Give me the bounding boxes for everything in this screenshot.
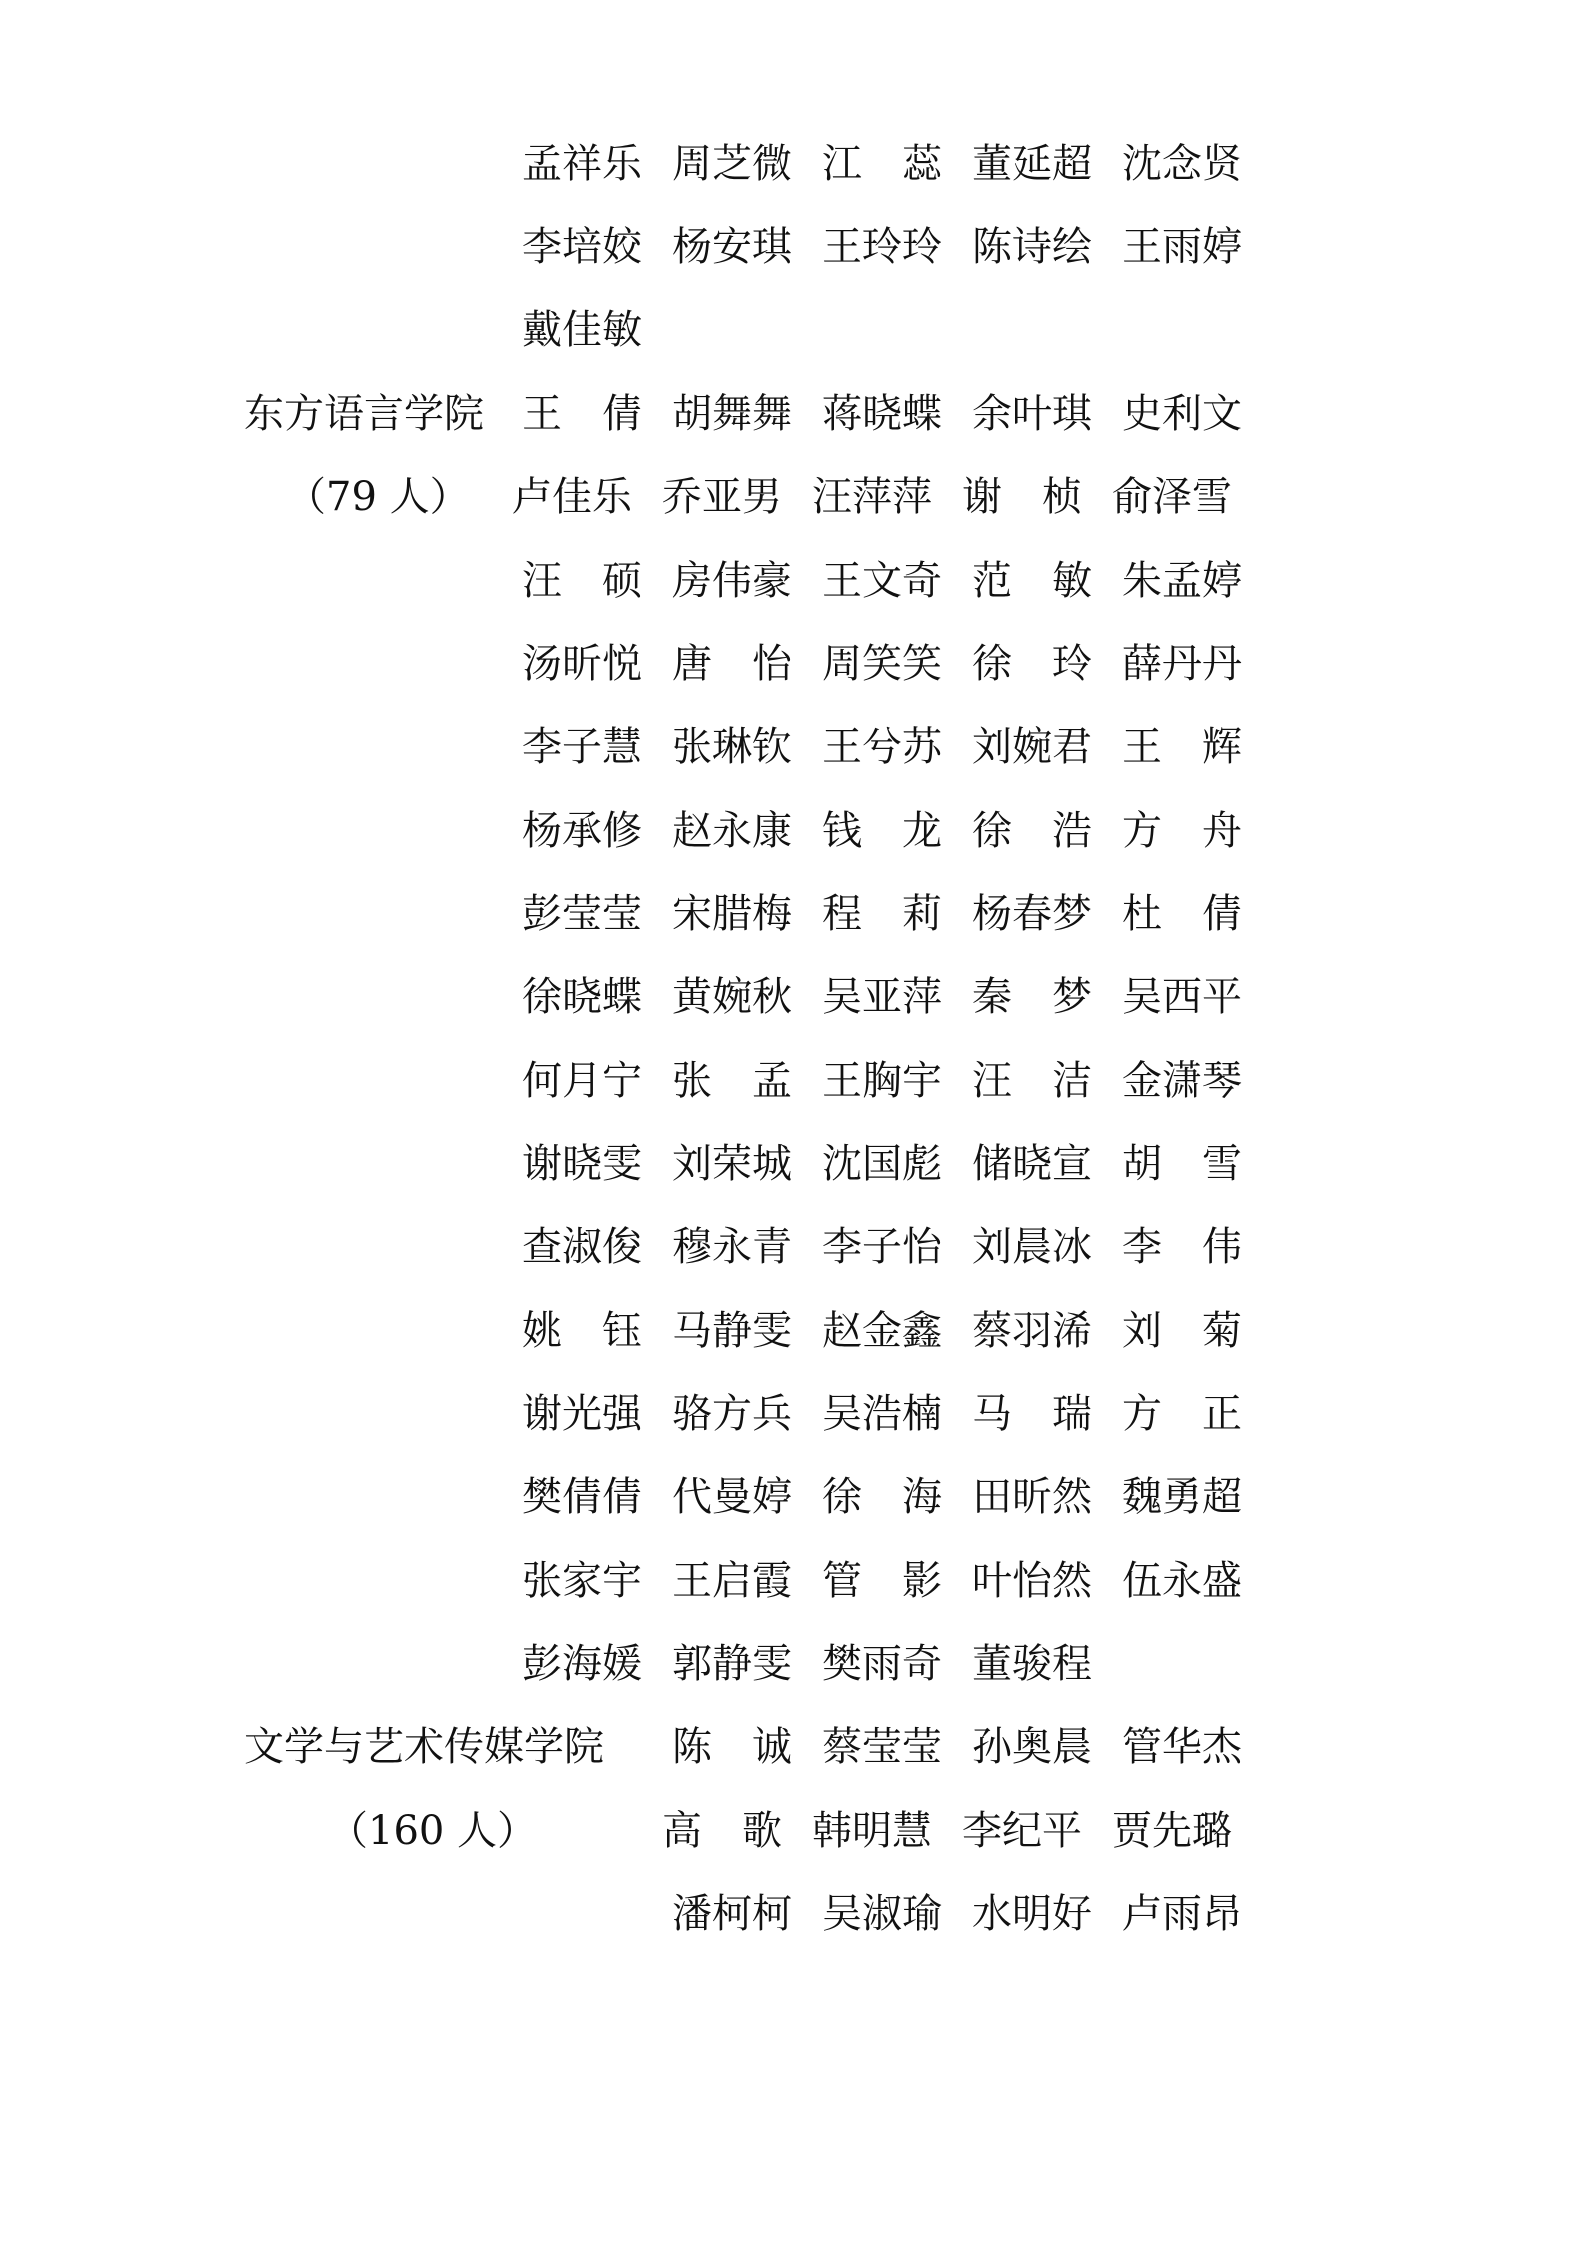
student-name: 代曼婷 — [672, 1474, 792, 1520]
student-name: 查淑俊 — [522, 1224, 642, 1270]
student-name: 戴佳敏 — [522, 307, 642, 353]
student-name: 陈诗绘 — [972, 224, 1092, 270]
student-name: 余叶琪 — [972, 391, 1092, 437]
student-name: 刘荣城 — [672, 1141, 792, 1187]
student-name: 李子怡 — [822, 1224, 942, 1270]
student-name: 高 歌 — [662, 1808, 782, 1854]
student-name: 杨安琪 — [672, 224, 792, 270]
student-name: 薛丹丹 — [1122, 641, 1242, 687]
college-name: 文学与艺术传媒学院 — [244, 1724, 604, 1770]
student-name: 魏勇超 — [1122, 1474, 1242, 1520]
student-name: 杨春梦 — [972, 891, 1092, 937]
student-name: 胡 雪 — [1122, 1141, 1242, 1187]
student-name: 储晓宣 — [972, 1141, 1092, 1187]
student-name: 王 辉 — [1122, 724, 1242, 770]
student-name: 秦 梦 — [972, 974, 1092, 1020]
student-name: 张琳钦 — [672, 724, 792, 770]
student-name: 吴淑瑜 — [822, 1891, 942, 1937]
student-name: 沈国彪 — [822, 1141, 942, 1187]
student-name: 俞泽雪 — [1112, 474, 1232, 520]
student-name: 李子慧 — [522, 724, 642, 770]
student-name: 王兮苏 — [822, 724, 942, 770]
student-name: 贾先璐 — [1112, 1808, 1232, 1854]
student-name: 徐晓蝶 — [522, 974, 642, 1020]
student-name: 王雨婷 — [1122, 224, 1242, 270]
student-name: 程 莉 — [822, 891, 942, 937]
student-name: 孟祥乐 — [522, 141, 642, 187]
student-name: 王启霞 — [672, 1558, 792, 1604]
student-name: 周芝微 — [672, 141, 792, 187]
student-name: 刘晨冰 — [972, 1224, 1092, 1270]
student-name: 叶怡然 — [972, 1558, 1092, 1604]
student-name: 樊雨奇 — [822, 1641, 942, 1687]
student-name: 房伟豪 — [672, 558, 792, 604]
student-name: 杨承修 — [522, 808, 642, 854]
student-name: 沈念贤 — [1122, 141, 1242, 187]
student-name: 张家宇 — [522, 1558, 642, 1604]
student-name: 谢光强 — [522, 1391, 642, 1437]
student-name: 徐 海 — [822, 1474, 942, 1520]
student-name: 李培姣 — [522, 224, 642, 270]
student-name: 董骏程 — [972, 1641, 1092, 1687]
student-name: 韩明慧 — [812, 1808, 932, 1854]
student-name: 周笑笑 — [822, 641, 942, 687]
student-name: 马静雯 — [672, 1308, 792, 1354]
student-name: 刘婉君 — [972, 724, 1092, 770]
student-name: 胡舞舞 — [672, 391, 792, 437]
student-name: 史利文 — [1122, 391, 1242, 437]
student-name: 马 瑞 — [972, 1391, 1092, 1437]
student-name: 管 影 — [822, 1558, 942, 1604]
student-name: 范 敏 — [972, 558, 1092, 604]
student-name: 方 正 — [1122, 1391, 1242, 1437]
student-name: 孙奥晨 — [972, 1724, 1092, 1770]
student-name: 姚 钰 — [522, 1308, 642, 1354]
student-name: 金潇琴 — [1122, 1058, 1242, 1104]
student-name: 谢晓雯 — [522, 1141, 642, 1187]
student-name: 蔡莹莹 — [822, 1724, 942, 1770]
student-name: 宋腊梅 — [672, 891, 792, 937]
student-name: 李纪平 — [962, 1808, 1082, 1854]
student-name: 卢雨昂 — [1122, 1891, 1242, 1937]
student-name: 王胸宇 — [822, 1058, 942, 1104]
student-name: 穆永青 — [672, 1224, 792, 1270]
student-name: 水明好 — [972, 1891, 1092, 1937]
student-name: 陈 诚 — [672, 1724, 792, 1770]
student-name: 赵永康 — [672, 808, 792, 854]
student-name: 汤昕悦 — [522, 641, 642, 687]
student-name: 彭海媛 — [522, 1641, 642, 1687]
student-name: 谢 桢 — [962, 474, 1082, 520]
student-name: 刘 菊 — [1122, 1308, 1242, 1354]
student-name: 赵金鑫 — [822, 1308, 942, 1354]
student-name: 杜 倩 — [1122, 891, 1242, 937]
college-count: （160 人） — [328, 1808, 538, 1854]
student-name: 黄婉秋 — [672, 974, 792, 1020]
student-name: 张 孟 — [672, 1058, 792, 1104]
student-name: 蔡羽浠 — [972, 1308, 1092, 1354]
student-name: 汪 硕 — [522, 558, 642, 604]
student-name: 潘柯柯 — [672, 1891, 792, 1937]
student-name: 田昕然 — [972, 1474, 1092, 1520]
student-name: 董延超 — [972, 141, 1092, 187]
student-name: 管华杰 — [1122, 1724, 1242, 1770]
student-name: 方 舟 — [1122, 808, 1242, 854]
student-name: 唐 怡 — [672, 641, 792, 687]
student-name: 何月宁 — [522, 1058, 642, 1104]
student-name: 乔亚男 — [662, 474, 782, 520]
student-name: 汪 洁 — [972, 1058, 1092, 1104]
student-name: 蒋晓蝶 — [822, 391, 942, 437]
student-name: 伍永盛 — [1122, 1558, 1242, 1604]
student-name: 郭静雯 — [672, 1641, 792, 1687]
student-name: 李 伟 — [1122, 1224, 1242, 1270]
student-name: 江 蕊 — [822, 141, 942, 187]
student-name: 朱孟婷 — [1122, 558, 1242, 604]
student-name: 樊倩倩 — [522, 1474, 642, 1520]
student-name: 徐 玲 — [972, 641, 1092, 687]
student-name: 徐 浩 — [972, 808, 1092, 854]
student-name: 吴亚萍 — [822, 974, 942, 1020]
student-name: 汪萍萍 — [812, 474, 932, 520]
student-name: 骆方兵 — [672, 1391, 792, 1437]
student-name: 钱 龙 — [822, 808, 942, 854]
student-name: 吴浩楠 — [822, 1391, 942, 1437]
student-name: 王文奇 — [822, 558, 942, 604]
student-name: 彭莹莹 — [522, 891, 642, 937]
college-count: （79 人） — [286, 474, 470, 520]
student-name: 卢佳乐 — [512, 474, 632, 520]
college-name: 东方语言学院 — [244, 391, 484, 437]
student-name: 吴西平 — [1122, 974, 1242, 1020]
student-name: 王 倩 — [522, 391, 642, 437]
student-name: 王玲玲 — [822, 224, 942, 270]
